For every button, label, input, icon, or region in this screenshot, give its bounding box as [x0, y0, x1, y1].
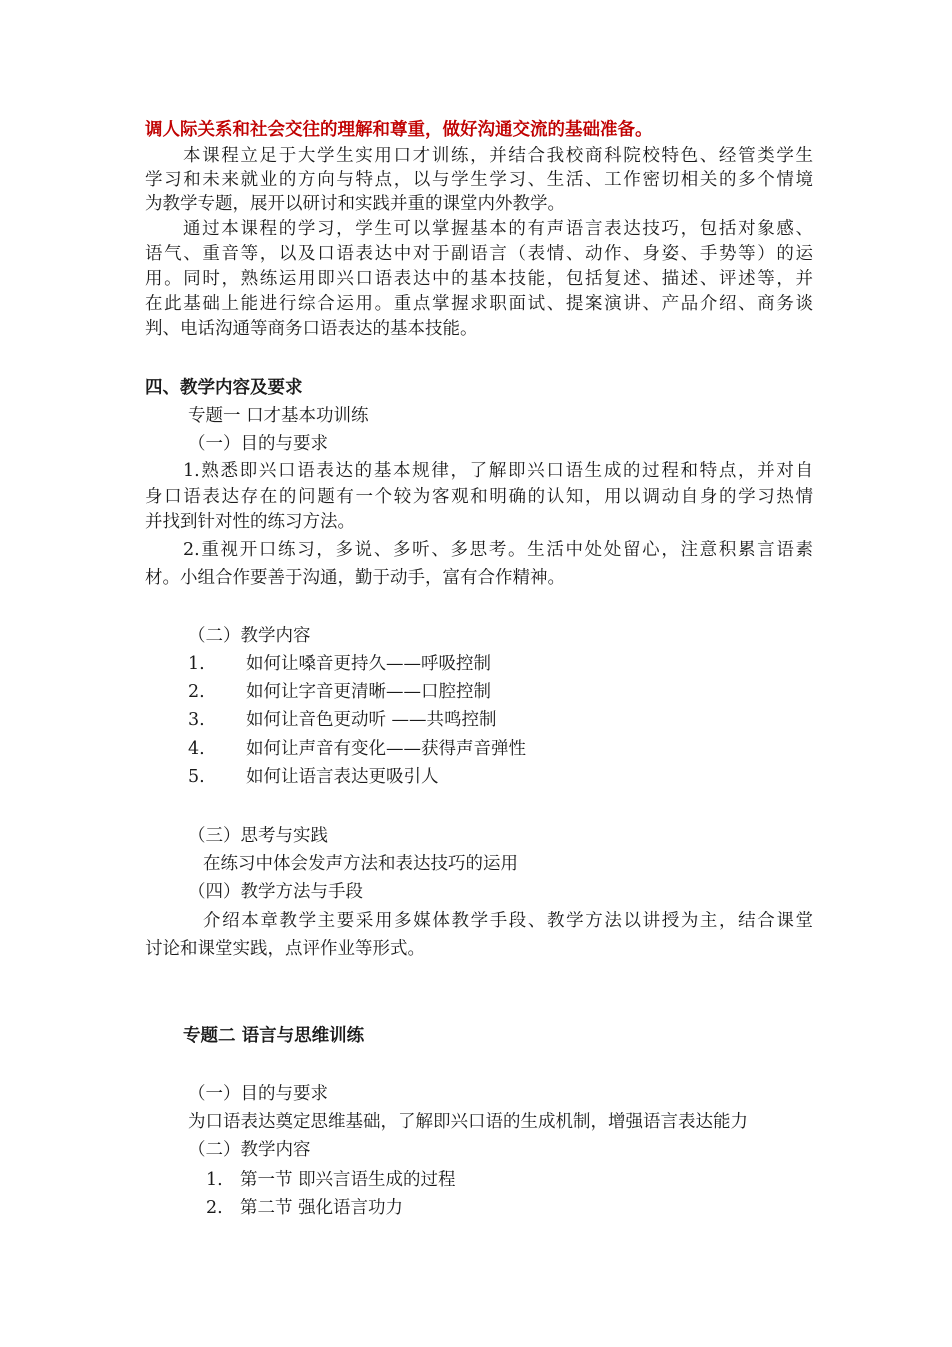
item-text: 如何让语言表达更吸引人: [246, 767, 439, 787]
topic-2-content-item: [206, 1168, 456, 1192]
item-number: 1.: [206, 1170, 223, 1190]
item-text: 第一节 即兴言语生成的过程: [240, 1170, 456, 1190]
topic-1-goal-2-line-2: 材。小组合作要善于沟通，勤于动手，富有合作精神。: [145, 568, 565, 588]
item-number: 2.: [206, 1198, 223, 1218]
intro-paragraph-2-line-5: 判、电话沟通等商务口语表达的基本技能。: [145, 319, 478, 339]
section-4-heading: 四、教学内容及要求: [145, 378, 303, 398]
intro-paragraph-2-line-1: 通过本课程的学习，学生可以掌握基本的有声语言表达技巧，包括对象感、: [183, 219, 813, 239]
topic-1-method-line-1: 介绍本章教学主要采用多媒体教学手段、教学方法以讲授为主，结合课堂: [203, 911, 813, 931]
topic-1-goal-1-line-3: 并找到针对性的练习方法。: [145, 512, 355, 532]
topic-1-content-heading: （二）教学内容: [188, 626, 311, 646]
item-number: 4.: [188, 739, 205, 759]
intro-paragraph-1-line-1: 本课程立足于大学生实用口才训练，并结合我校商科院校特色、经管类学生: [183, 146, 813, 166]
intro-paragraph-2-line-2: 语气、重音等，以及口语表达中对于副语言（表情、动作、身姿、手势等）的运: [145, 244, 813, 264]
item-number: 5.: [188, 767, 205, 787]
topic-2-goal-text: 为口语表达奠定思维基础，了解即兴口语的生成机制，增强语言表达能力: [188, 1112, 748, 1132]
topic-2-title: 专题二 语言与思维训练: [183, 1026, 365, 1046]
item-text: 如何让嗓音更持久——呼吸控制: [246, 654, 491, 674]
topic-1-content-item: [188, 652, 491, 676]
intro-paragraph-1-line-3: 为教学专题，展开以研讨和实践并重的课堂内外教学。: [145, 194, 565, 214]
topic-1-content-item: [188, 708, 497, 732]
topic-1-goal-heading: （一）目的与要求: [188, 434, 328, 454]
item-number: 1.: [188, 654, 205, 674]
intro-paragraph-2-line-4: 在此基础上能进行综合运用。重点掌握求职面试、提案演讲、产品介绍、商务谈: [145, 294, 813, 314]
topic-1-content-item: [188, 737, 526, 761]
topic-2-goal-heading: （一）目的与要求: [188, 1084, 328, 1104]
topic-1-method-line-2: 讨论和课堂实践，点评作业等形式。: [145, 939, 425, 959]
topic-1-practice-text: 在练习中体会发声方法和表达技巧的运用: [203, 854, 518, 874]
topic-2-content-heading: （二）教学内容: [188, 1140, 311, 1160]
topic-2-content-item: [206, 1196, 403, 1220]
topic-1-goal-2-line-1: 2.重视开口练习，多说、多听、多思考。生活中处处留心，注意积累言语素: [183, 540, 813, 560]
intro-red-line: 调人际关系和社会交往的理解和尊重，做好沟通交流的基础准备。: [145, 120, 653, 140]
item-number: 2.: [188, 682, 205, 702]
topic-1-practice-heading: （三）思考与实践: [188, 826, 328, 846]
item-number: 3.: [188, 710, 205, 730]
topic-1-goal-1-line-1: 1.熟悉即兴口语表达的基本规律，了解即兴口语生成的过程和特点，并对自: [183, 461, 813, 481]
intro-paragraph-2-line-3: 用。同时，熟练运用即兴口语表达中的基本技能，包括复述、描述、评述等，并: [145, 269, 813, 289]
item-text: 如何让字音更清晰——口腔控制: [246, 682, 491, 702]
item-text: 如何让声音有变化——获得声音弹性: [246, 739, 526, 759]
topic-1-content-item: [188, 680, 491, 704]
item-text: 如何让音色更动听 ——共鸣控制: [246, 710, 497, 730]
topic-1-method-heading: （四）教学方法与手段: [188, 882, 363, 902]
item-text: 第二节 强化语言功力: [240, 1198, 404, 1218]
topic-1-title: 专题一 口才基本功训练: [188, 406, 369, 426]
intro-paragraph-1-line-2: 学习和未来就业的方向与特点，以与学生学习、生活、工作密切相关的多个情境: [145, 170, 813, 190]
topic-1-goal-1-line-2: 身口语表达存在的问题有一个较为客观和明确的认知，用以调动自身的学习热情: [145, 487, 813, 507]
topic-1-content-item: [188, 765, 439, 789]
